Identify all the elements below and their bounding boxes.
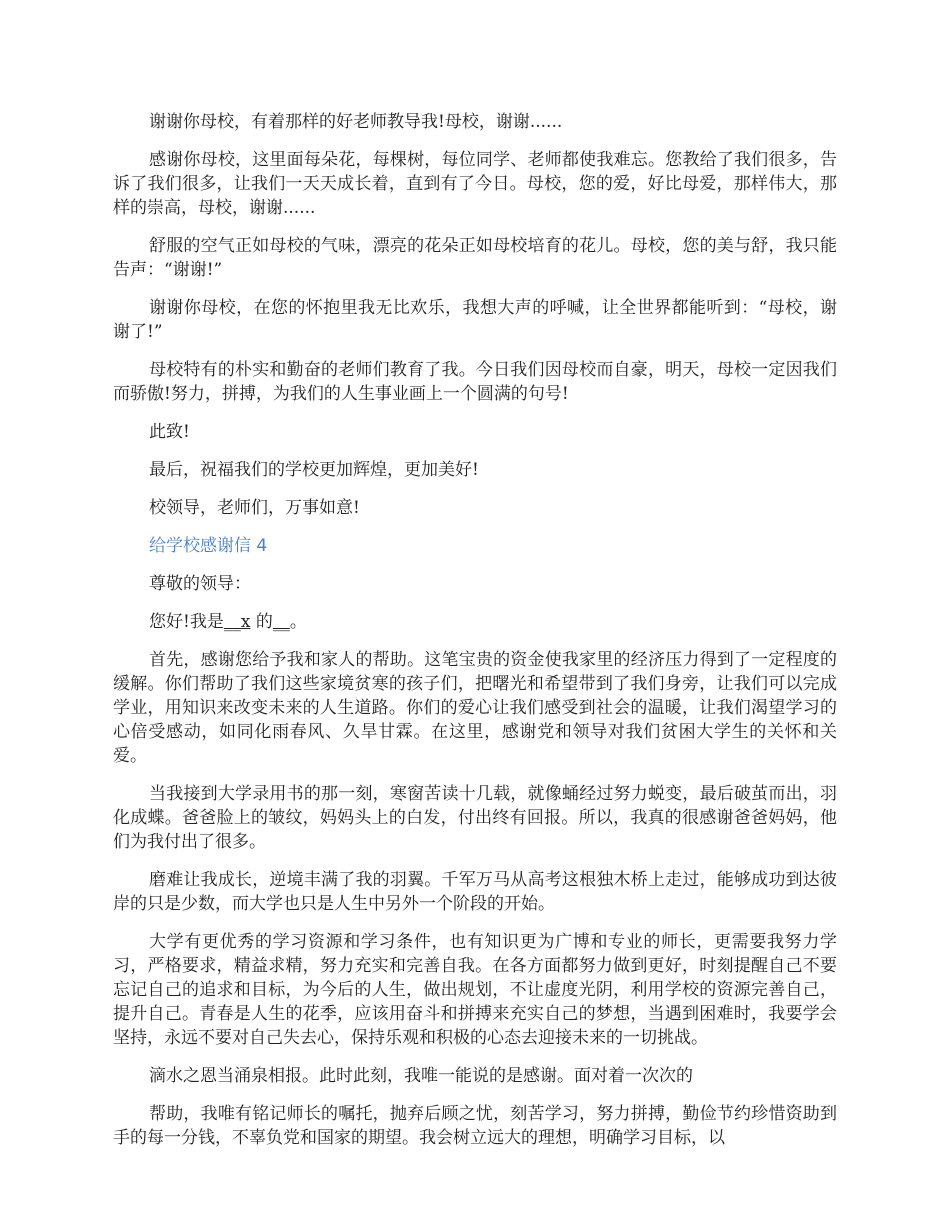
paragraph: 谢谢你母校，有着那样的好老师教导我!母校，谢谢...... — [149, 112, 563, 132]
greeting-prefix: 您好!我是 — [149, 612, 224, 632]
salutation: 尊敬的领导： — [149, 574, 251, 594]
paragraph: 滴水之恩当涌泉相报。此时此刻，我唯一能说的是感谢。面对着一次次的 — [149, 1066, 693, 1086]
closing-line: 此致! — [149, 422, 190, 442]
paragraph: 首先，感谢您给予我和家人的帮助。这笔宝贵的资金使我家里的经济压力得到了一定程度的缓解。你们帮助了我们这些家境贫寒的孩子们，把曙光和希望带到了我们身旁，让我们可以完成学业，用知识来改变未来的人生道路。你们的爱心让我们感受到社会的温暖，让我们渴望学习的心倍受感动，如同化雨春风、久旱甘霖。在这里，感谢党和领导对我们贫困大学生的关怀和关爱。 — [113, 650, 837, 766]
paragraph: 帮助，我唯有铭记师长的嘱托，抛弃后顾之忧，刻苦学习，努力拼搏，勤俭节约珍惜资助到手的每一分钱，不辜负党和国家的期望。我会树立远大的理想，明确学习目标，以 — [113, 1104, 837, 1148]
paragraph: 母校特有的朴实和勤奋的老师们教育了我。今日我们因母校而自豪，明天，母校一定因我们而骄傲!努力，拼搏，为我们的人生事业画上一个圆满的句号! — [113, 360, 837, 404]
paragraph: 最后，祝福我们的学校更加辉煌，更加美好! — [149, 460, 479, 480]
document-page — [113, 110, 837, 1164]
greeting-blank: __ — [272, 612, 290, 632]
paragraph: 舒服的空气正如母校的气味，漂亮的花朵正如母校培育的花儿。母校，您的美与舒，我只能告声：“谢谢!” — [113, 236, 837, 280]
paragraph: 当我接到大学录用书的那一刻，寒窗苦读十几载，就像蛹经过努力蜕变，最后破茧而出，羽化成蝶。爸爸脸上的皱纹，妈妈头上的白发，付出终有回报。所以，我真的很感谢爸爸妈妈，他们为我付出了很多。 — [113, 784, 837, 852]
paragraph: 校领导，老师们，万事如意! — [149, 498, 360, 518]
greeting-line — [113, 610, 837, 634]
paragraph: 感谢你母校，这里面每朵花，每棵树，每位同学、老师都使我难忘。您教给了我们很多，告诉了我们很多，让我们一天天成长着，直到有了今日。母校，您的爱，好比母爱，那样伟大，那样的崇高，母校，谢谢...... — [113, 150, 837, 218]
section-heading: 给学校感谢信 4 — [149, 536, 268, 556]
paragraph: 谢谢你母校，在您的怀抱里我无比欢乐，我想大声的呼喊，让全世界都能听到：“母校，谢谢了!” — [113, 298, 837, 342]
greeting-middle: 的 — [250, 612, 273, 632]
paragraph: 大学有更优秀的学习资源和学习条件，也有知识更为广博和专业的师长，更需要我努力学习，严格要求，精益求精，努力充实和完善自我。在各方面都努力做到更好，时刻提醒自己不要忘记自己的追求和目标，为今后的人生，做出规划，不让虚度光阴，利用学校的资源完善自己，提升自己。青春是人生的花季，应该用奋斗和拼搏来充实自己的梦想，当遇到困难时，我要学会坚持，永远不要对自己失去心，保持乐观和积极的心态去迎接未来的一切挑战。 — [113, 932, 837, 1048]
paragraph: 磨难让我成长，逆境丰满了我的羽翼。千军万马从高考这根独木桥上走过，能够成功到达彼岸的只是少数，而大学也只是人生中另外一个阶段的开始。 — [113, 870, 837, 914]
greeting-blank: __x — [223, 612, 251, 632]
greeting-suffix: 。 — [289, 612, 307, 632]
